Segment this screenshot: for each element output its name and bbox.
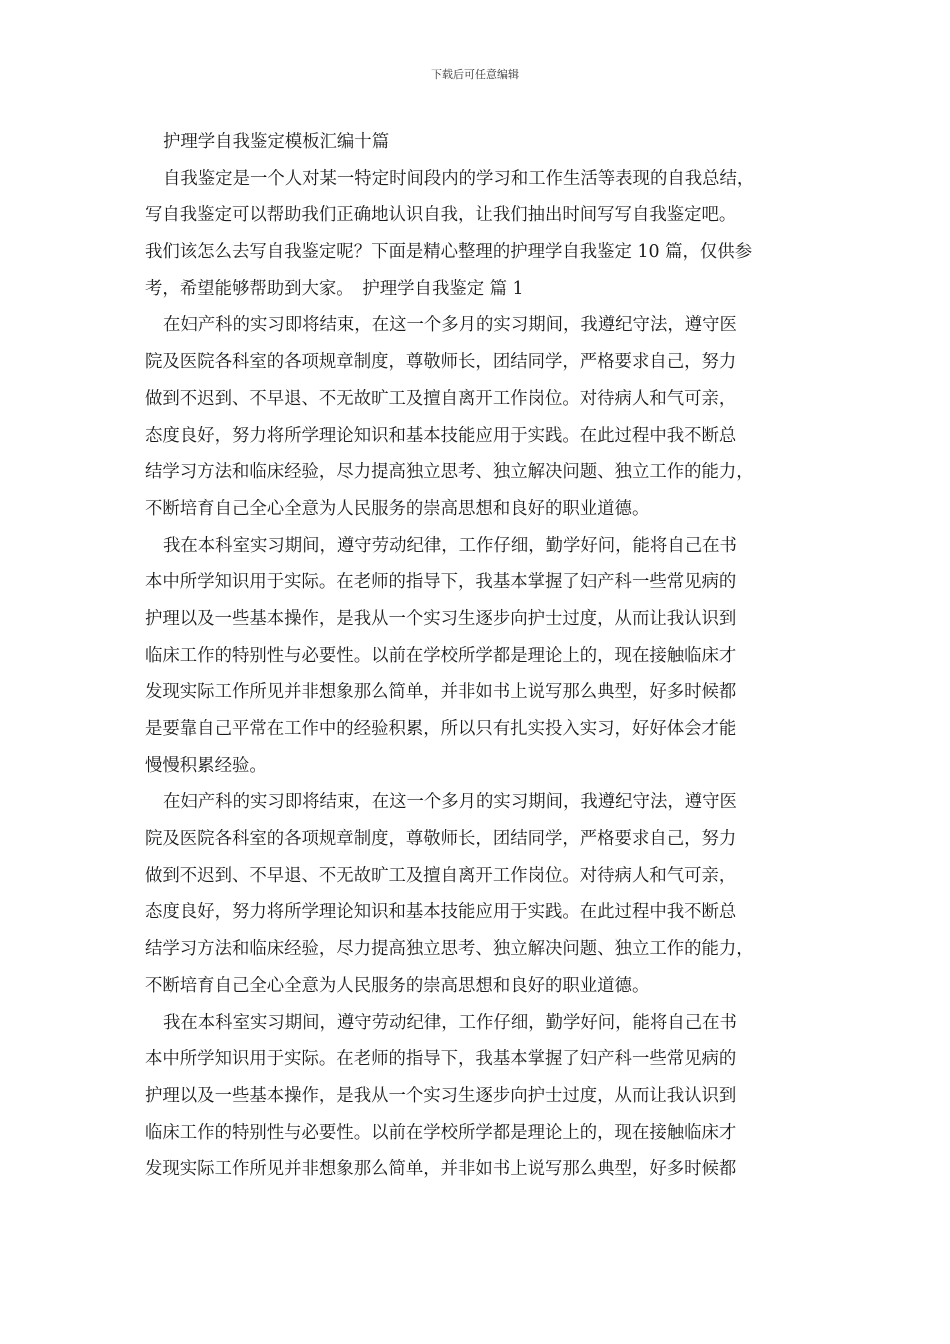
text-line: 临床工作的特别性与必要性。以前在学校所学都是理论上的，现在接触临床才 bbox=[145, 645, 737, 666]
text-line: 本中所学知识用于实际。在老师的指导下，我基本掌握了妇产科一些常见病的 bbox=[145, 572, 737, 593]
document-title: 护理学自我鉴定模板汇编十篇 bbox=[163, 132, 390, 152]
text-line: 临床工作的特别性与必要性。以前在学校所学都是理论上的，现在接触临床才 bbox=[145, 1122, 737, 1143]
text-line: 慢慢积累经验。 bbox=[145, 755, 267, 776]
text-line: 写自我鉴定可以帮助我们正确地认识自我，让我们抽出时间写写自我鉴定吧。 bbox=[145, 205, 737, 226]
document-body bbox=[145, 124, 823, 1188]
text-line: 不断培育自己全心全意为人民服务的崇高思想和良好的职业道德。 bbox=[145, 498, 650, 519]
text-line: 结学习方法和临床经验，尽力提高独立思考、独立解决问题、独立工作的能力， bbox=[145, 462, 754, 483]
text-line: 是要靠自己平常在工作中的经验积累，所以只有扎实投入实习，好好体会才能 bbox=[145, 719, 737, 739]
text-line: 发现实际工作所见并非想象那么简单，并非如书上说写那么典型，好多时候都 bbox=[145, 1159, 737, 1180]
text-line: 院及医院各科室的各项规章制度，尊敬师长，团结同学，严格要求自己，努力 bbox=[145, 829, 737, 850]
text-line: 护理以及一些基本操作，是我从一个实习生逐步向护士过度，从而让我认识到 bbox=[145, 1085, 737, 1106]
text-line: 院及医院各科室的各项规章制度，尊敬师长，团结同学，严格要求自己，努力 bbox=[145, 352, 737, 373]
page-header: 下载后可任意编辑 bbox=[431, 68, 519, 81]
text-line: 本中所学知识用于实际。在老师的指导下，我基本掌握了妇产科一些常见病的 bbox=[145, 1049, 737, 1070]
text-line: 我们该怎么去写自我鉴定呢？下面是精心整理的护理学自我鉴定 10 篇，仅供参 bbox=[145, 242, 753, 263]
text-line: 结学习方法和临床经验，尽力提高独立思考、独立解决问题、独立工作的能力， bbox=[145, 939, 754, 960]
text-line: 自我鉴定是一个人对某一特定时间段内的学习和工作生活等表现的自我总结， bbox=[163, 168, 755, 189]
text-line: 做到不迟到、不早退、不无故旷工及擅自离开工作岗位。对待病人和气可亲， bbox=[145, 388, 737, 409]
text-line: 发现实际工作所见并非想象那么简单，并非如书上说写那么典型，好多时候都 bbox=[145, 682, 737, 703]
text-line: 在妇产科的实习即将结束，在这一个多月的实习期间，我遵纪守法，遵守医 bbox=[163, 792, 737, 813]
text-line: 态度良好，努力将所学理论知识和基本技能应用于实践。在此过程中我不断总 bbox=[145, 902, 737, 923]
text-line: 在妇产科的实习即将结束，在这一个多月的实习期间，我遵纪守法，遵守医 bbox=[163, 315, 737, 336]
text-line: 护理以及一些基本操作，是我从一个实习生逐步向护士过度，从而让我认识到 bbox=[145, 608, 737, 629]
text-line: 不断培育自己全心全意为人民服务的崇高思想和良好的职业道德。 bbox=[145, 975, 650, 996]
text-line: 态度良好，努力将所学理论知识和基本技能应用于实践。在此过程中我不断总 bbox=[145, 425, 737, 446]
text-line: 我在本科室实习期间，遵守劳动纪律，工作仔细，勤学好问，能将自己在书 bbox=[163, 1012, 737, 1033]
text-line: 我在本科室实习期间，遵守劳动纪律，工作仔细，勤学好问，能将自己在书 bbox=[163, 535, 737, 556]
text-line: 考，希望能够帮助到大家。 护理学自我鉴定 篇 1 bbox=[145, 278, 524, 299]
text-line: 做到不迟到、不早退、不无故旷工及擅自离开工作岗位。对待病人和气可亲， bbox=[145, 865, 737, 886]
